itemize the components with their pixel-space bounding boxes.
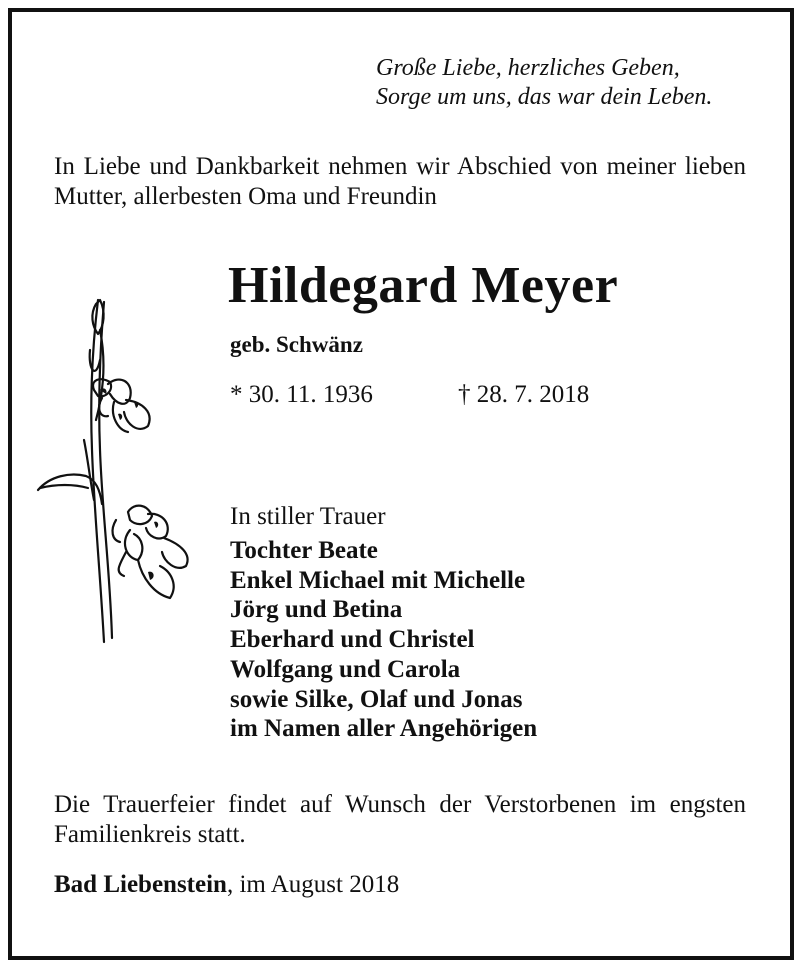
mourner: sowie Silke, Olaf und Jonas: [230, 685, 523, 713]
birth-date: * 30. 11. 1936: [230, 381, 373, 408]
mourner: Enkel Michael mit Michelle: [230, 566, 526, 594]
ceremony-note: Die Trauerfeier findet auf Wunsch der Verstorbenen im engsten Familienkreis statt.: [54, 791, 746, 848]
place: Bad Liebenstein: [54, 871, 227, 898]
mourner: Tochter Beate: [230, 537, 378, 564]
mourner: Jörg und Betina: [230, 596, 403, 624]
motto: [376, 54, 756, 112]
life-dates: [230, 378, 590, 412]
mourner: Eberhard und Christel: [230, 626, 475, 654]
motto-line: Große Liebe, herzliches Geben,: [376, 55, 680, 81]
place-date-line: [54, 870, 399, 900]
birth-name: geb. Schwänz: [230, 332, 363, 357]
intro-text: In Liebe und Dankbarkeit nehmen wir Abschied von meiner lieben Mutter, allerbesten Oma und Freundin: [54, 153, 746, 210]
iris-flower-icon: [30, 290, 205, 650]
mourner: Wolfgang und Carola: [230, 655, 461, 683]
deceased-name: Hildegard Meyer: [228, 257, 619, 314]
date-line: , im August 2018: [226, 871, 400, 898]
death-date: † 28. 7. 2018: [458, 381, 590, 408]
mourners-list: [230, 536, 537, 744]
mourner: im Namen aller Angehörigen: [230, 715, 538, 743]
mourning-label: In stiller Trauer: [230, 503, 386, 530]
motto-line: Sorge um uns, das war dein Leben.: [376, 84, 713, 110]
